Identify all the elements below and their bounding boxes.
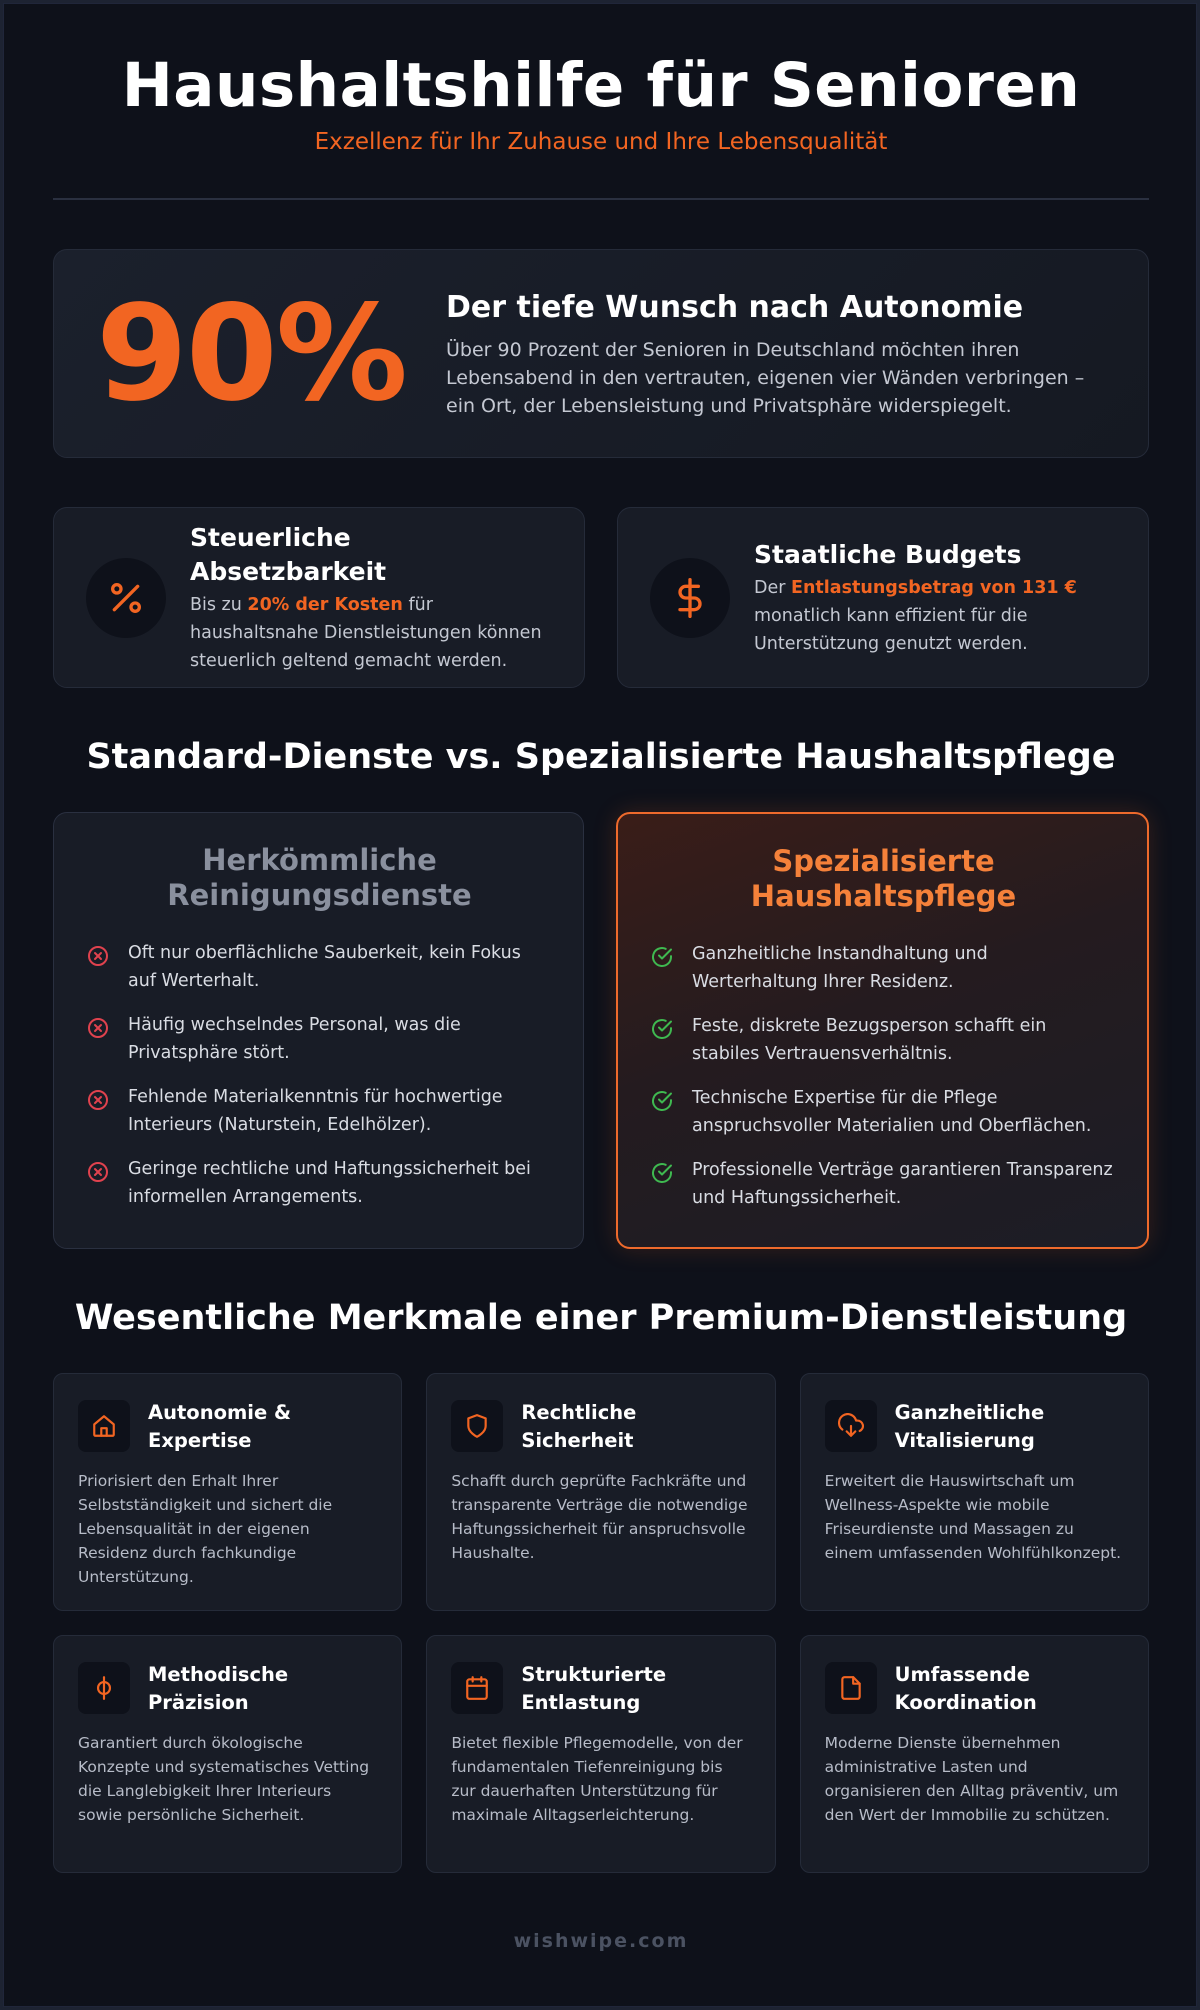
budget-body-post: monatlich kann effizient für die Unterstützung genutzt werden.: [754, 605, 1028, 654]
list-item: [650, 1156, 1117, 1212]
hero-stat: 90%: [96, 276, 406, 431]
feature-card: [53, 1635, 402, 1873]
features-grid: [53, 1373, 1149, 1873]
hero-body: Über 90 Prozent der Senioren in Deutschland möchten ihren Lebensabend in den vertrauten, eigenen vier Wänden verbringen – ein Ort, der Lebensleistung und Privatsphäre widerspiegelt.: [446, 338, 1085, 417]
list-item-text: Technische Expertise für die Pflege anspruchsvoller Materialien und Oberflächen.: [692, 1088, 1092, 1136]
feature-card: [53, 1373, 402, 1611]
shield-icon: [451, 1400, 503, 1452]
list-item-text: Oft nur oberflächliche Sauberkeit, kein Fokus auf Werterhalt.: [128, 943, 521, 991]
feature-card-head: [825, 1662, 1124, 1717]
page-subtitle: Exzellenz für Ihr Zuhause und Ihre Lebensqualität: [314, 129, 888, 155]
list-item: [650, 1084, 1117, 1140]
check-circle-icon: [650, 1089, 674, 1113]
feature-card-head: [451, 1662, 750, 1717]
footer-brand: wishwipe.com: [513, 1930, 689, 1952]
list-item: [650, 1012, 1117, 1068]
feature-card-head: [825, 1400, 1124, 1455]
budget-title: Staatliche Budgets: [754, 539, 1022, 569]
home-icon: [78, 1400, 130, 1452]
budget-card-state: [617, 507, 1149, 688]
x-circle-icon: [86, 944, 110, 968]
feature-card: [426, 1373, 775, 1611]
standard-list: [86, 939, 553, 1211]
feature-title: Strukturierte Entlastung: [521, 1663, 667, 1714]
hero-text: [446, 288, 1106, 420]
feature-title: Rechtliche Sicherheit: [521, 1401, 637, 1452]
feature-body: Bietet flexible Pflegemodelle, von der fundamentalen Tiefenreinigung bis zur dauerhaften Unterstützung für maximale Alltagserleichterung.: [451, 1734, 743, 1824]
check-circle-icon: [650, 1161, 674, 1185]
feature-title: Umfassende Koordination: [894, 1663, 1037, 1714]
hero-title: Der tiefe Wunsch nach Autonomie: [446, 289, 1024, 325]
percent-icon: [86, 558, 166, 638]
feature-body: Moderne Dienste übernehmen administrative Lasten und organisieren den Alltag präventiv, um den Wert der Immobilie zu schützen.: [824, 1734, 1119, 1824]
feature-body: Schafft durch geprüfte Fachkräfte und transparente Verträge die notwendige Haftungssicherheit für anspruchsvolle Haushalte.: [451, 1472, 748, 1562]
budget-title: Steuerliche Absetzbarkeit: [190, 522, 387, 586]
dollar-icon: [650, 558, 730, 638]
list-item-text: Ganzheitliche Instandhaltung und Werterhaltung Ihrer Residenz.: [692, 944, 988, 992]
calendar-icon: [451, 1662, 503, 1714]
feature-title: Autonomie & Expertise: [148, 1401, 291, 1452]
list-item-text: Geringe rechtliche und Haftungssicherheit bei informellen Arrangements.: [128, 1159, 531, 1207]
list-item: [86, 1083, 553, 1139]
feature-title: Methodische Präzision: [148, 1663, 289, 1714]
check-circle-icon: [650, 1017, 674, 1041]
feature-card-head: [78, 1400, 377, 1455]
list-item-text: Professionelle Verträge garantieren Transparenz und Haftungssicherheit.: [692, 1160, 1113, 1208]
header-divider: [53, 198, 1149, 200]
specialized-list: [650, 940, 1117, 1212]
hero-card: [53, 249, 1149, 458]
budget-highlight: 20% der Kosten: [247, 594, 403, 615]
feature-body: Priorisiert den Erhalt Ihrer Selbstständigkeit und sichert die Lebensqualität in der eigenen Residenz durch fachkundige Unterstützung.: [78, 1472, 333, 1586]
x-circle-icon: [86, 1160, 110, 1184]
list-item: [86, 1155, 553, 1211]
budget-text: [754, 538, 1118, 658]
header: [53, 4, 1149, 158]
budget-body-pre: Bis zu: [190, 594, 248, 615]
list-item-text: Häufig wechselndes Personal, was die Privatsphäre stört.: [128, 1015, 461, 1063]
budget-card-tax: [53, 507, 585, 688]
feature-title: Ganzheitliche Vitalisierung: [894, 1401, 1045, 1452]
features-section-title: Wesentliche Merkmale einer Premium-Dienstleistung: [74, 1298, 1128, 1338]
list-item-text: Feste, diskrete Bezugsperson schafft ein stabiles Vertrauensverhältnis.: [692, 1016, 1047, 1064]
budget-body: [754, 574, 1118, 658]
file-icon: [825, 1662, 877, 1714]
page-content: [53, 4, 1149, 1952]
budget-body-pre: Der: [754, 577, 791, 598]
page-frame: [3, 3, 1197, 2007]
phi-icon: [78, 1662, 130, 1714]
feature-card-head: [451, 1400, 750, 1455]
x-circle-icon: [86, 1016, 110, 1040]
feature-card-head: [78, 1662, 377, 1717]
comparison-row: [53, 812, 1149, 1249]
budget-text: [190, 521, 554, 675]
budget-body-post: für haushaltsnahe Dienstleistungen können steuerlich geltend gemacht werden.: [190, 594, 542, 671]
list-item: [86, 939, 553, 995]
page-title: Haushaltshilfe für Senioren: [121, 50, 1081, 121]
feature-body: Erweitert die Hauswirtschaft um Wellness-Aspekte wie mobile Friseurdienste und Massagen zu einem umfassenden Wohlfühlkonzept.: [824, 1472, 1122, 1562]
x-circle-icon: [86, 1088, 110, 1112]
list-item: [650, 940, 1117, 996]
specialized-care-card: [616, 812, 1149, 1249]
list-item: [86, 1011, 553, 1067]
standard-card-title: Herkömmliche Reinigungsdienste: [167, 843, 472, 912]
feature-body: Garantiert durch ökologische Konzepte und systematisches Vetting die Langlebigkeit Ihrer Interieurs sowie persönliche Sicherheit.: [78, 1734, 370, 1824]
feature-card: [800, 1373, 1149, 1611]
specialized-card-title: Spezialisierte Haushaltspflege: [750, 844, 1017, 913]
budget-body: [190, 591, 554, 675]
list-item-text: Fehlende Materialkenntnis für hochwertige Interieurs (Naturstein, Edelhölzer).: [128, 1087, 503, 1135]
cloud-download-icon: [825, 1400, 877, 1452]
comparison-section-title: Standard-Dienste vs. Spezialisierte Haushaltspflege: [86, 737, 1116, 777]
standard-services-card: [53, 812, 584, 1249]
budget-row: [53, 507, 1149, 688]
budget-highlight: Entlastungsbetrag von 131 €: [791, 577, 1077, 598]
feature-card: [426, 1635, 775, 1873]
check-circle-icon: [650, 945, 674, 969]
feature-card: [800, 1635, 1149, 1873]
